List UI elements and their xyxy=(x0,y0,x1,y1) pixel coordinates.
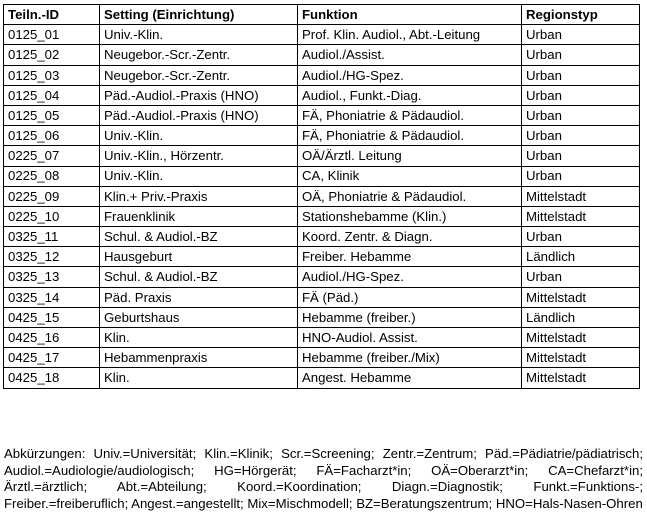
setting-cell: Univ.-Klin. xyxy=(100,166,298,186)
setting-cell: Neugebor.-Scr.-Zentr. xyxy=(100,65,298,85)
header-region-type: Regionstyp xyxy=(522,5,640,25)
participant-id-cell: 0325_11 xyxy=(4,227,100,247)
table-row xyxy=(4,227,640,247)
function-cell: HNO-Audiol. Assist. xyxy=(298,328,522,348)
function-cell: FÄ, Phoniatrie & Pädaudiol. xyxy=(298,126,522,146)
participant-id-cell: 0125_03 xyxy=(4,65,100,85)
participant-id-cell: 0125_06 xyxy=(4,126,100,146)
table-row xyxy=(4,126,640,146)
setting-cell: Geburtshaus xyxy=(100,307,298,327)
table-body xyxy=(4,25,640,388)
region-type-cell: Mittelstadt xyxy=(522,186,640,206)
setting-cell: Univ.-Klin. xyxy=(100,126,298,146)
table-row xyxy=(4,65,640,85)
function-cell: Angest. Hebamme xyxy=(298,368,522,388)
participant-id-cell: 0125_02 xyxy=(4,45,100,65)
region-type-cell: Urban xyxy=(522,166,640,186)
function-cell: OÄ/Ärztl. Leitung xyxy=(298,146,522,166)
participant-id-cell: 0425_16 xyxy=(4,328,100,348)
header-participant-id: Teiln.-ID xyxy=(4,5,100,25)
function-cell: Prof. Klin. Audiol., Abt.-Leitung xyxy=(298,25,522,45)
setting-cell: Hausgeburt xyxy=(100,247,298,267)
function-cell: Hebamme (freiber.) xyxy=(298,307,522,327)
region-type-cell: Mittelstadt xyxy=(522,328,640,348)
participant-id-cell: 0125_04 xyxy=(4,85,100,105)
function-cell: Koord. Zentr. & Diagn. xyxy=(298,227,522,247)
setting-cell: Hebammenpraxis xyxy=(100,348,298,368)
header-function: Funktion xyxy=(298,5,522,25)
participant-id-cell: 0325_14 xyxy=(4,287,100,307)
setting-cell: Frauenklinik xyxy=(100,206,298,226)
setting-cell: Schul. & Audiol.-BZ xyxy=(100,227,298,247)
setting-cell: Schul. & Audiol.-BZ xyxy=(100,267,298,287)
region-type-cell: Mittelstadt xyxy=(522,206,640,226)
setting-cell: Päd. Praxis xyxy=(100,287,298,307)
setting-cell: Klin. xyxy=(100,368,298,388)
region-type-cell: Urban xyxy=(522,227,640,247)
function-cell: FÄ (Päd.) xyxy=(298,287,522,307)
table-row xyxy=(4,25,640,45)
region-type-cell: Urban xyxy=(522,25,640,45)
setting-cell: Klin. xyxy=(100,328,298,348)
table-row xyxy=(4,186,640,206)
header-setting: Setting (Einrichtung) xyxy=(100,5,298,25)
function-cell: Audiol./HG-Spez. xyxy=(298,65,522,85)
region-type-cell: Urban xyxy=(522,126,640,146)
setting-cell: Univ.-Klin. xyxy=(100,25,298,45)
participant-id-cell: 0125_05 xyxy=(4,105,100,125)
table-row xyxy=(4,307,640,327)
region-type-cell: Ländlich xyxy=(522,307,640,327)
table-row xyxy=(4,368,640,388)
table-row xyxy=(4,287,640,307)
participant-id-cell: 0425_18 xyxy=(4,368,100,388)
function-cell: Audiol., Funkt.-Diag. xyxy=(298,85,522,105)
participant-id-cell: 0225_08 xyxy=(4,166,100,186)
participant-id-cell: 0425_15 xyxy=(4,307,100,327)
region-type-cell: Urban xyxy=(522,146,640,166)
region-type-cell: Ländlich xyxy=(522,247,640,267)
participant-id-cell: 0225_09 xyxy=(4,186,100,206)
function-cell: OÄ, Phoniatrie & Pädaudiol. xyxy=(298,186,522,206)
table-row xyxy=(4,85,640,105)
table-row xyxy=(4,146,640,166)
participant-id-cell: 0225_10 xyxy=(4,206,100,226)
table-row xyxy=(4,45,640,65)
function-cell: Audiol./HG-Spez. xyxy=(298,267,522,287)
function-cell: Hebamme (freiber./Mix) xyxy=(298,348,522,368)
table-row xyxy=(4,247,640,267)
setting-cell: Päd.-Audiol.-Praxis (HNO) xyxy=(100,105,298,125)
region-type-cell: Urban xyxy=(522,45,640,65)
table-row xyxy=(4,328,640,348)
table-row xyxy=(4,105,640,125)
function-cell: Stationshebamme (Klin.) xyxy=(298,206,522,226)
participant-table xyxy=(3,4,640,389)
region-type-cell: Urban xyxy=(522,105,640,125)
abbreviations-footnote: Abkürzungen: Univ.=Universität; Klin.=Klinik; Scr.=Screening; Zentr.=Zentrum; Päd.=Pädiatrie/pädiatrisch; Audiol.=Audiologie/audiologisch; HG=Hörgerät; FÄ=Facharzt*in; OÄ=Oberarzt*in; CA=Chefarzt*in; Ärztl.=ärztlich; Abt.=Abteilung; Koord.=Koordination; Diagn.=Diagnostik; Funkt.=Funktions-; Freiber.=freiberuflich; Angest.=angestellt; Mix=Mischmodell; BZ=Beratungszentrum; HNO=Hals-Nasen-Ohren xyxy=(4,446,643,511)
region-type-cell: Mittelstadt xyxy=(522,287,640,307)
table-header-row xyxy=(4,5,640,25)
function-cell: Audiol./Assist. xyxy=(298,45,522,65)
region-type-cell: Urban xyxy=(522,65,640,85)
setting-cell: Päd.-Audiol.-Praxis (HNO) xyxy=(100,85,298,105)
setting-cell: Klin.+ Priv.-Praxis xyxy=(100,186,298,206)
table-row xyxy=(4,348,640,368)
participant-id-cell: 0225_07 xyxy=(4,146,100,166)
setting-cell: Univ.-Klin., Hörzentr. xyxy=(100,146,298,166)
participant-id-cell: 0125_01 xyxy=(4,25,100,45)
table-row xyxy=(4,206,640,226)
table-row xyxy=(4,166,640,186)
table-row xyxy=(4,267,640,287)
region-type-cell: Mittelstadt xyxy=(522,348,640,368)
region-type-cell: Urban xyxy=(522,267,640,287)
setting-cell: Neugebor.-Scr.-Zentr. xyxy=(100,45,298,65)
participant-id-cell: 0425_17 xyxy=(4,348,100,368)
function-cell: Freiber. Hebamme xyxy=(298,247,522,267)
region-type-cell: Mittelstadt xyxy=(522,368,640,388)
participant-id-cell: 0325_13 xyxy=(4,267,100,287)
function-cell: CA, Klinik xyxy=(298,166,522,186)
function-cell: FÄ, Phoniatrie & Pädaudiol. xyxy=(298,105,522,125)
region-type-cell: Urban xyxy=(522,85,640,105)
participant-id-cell: 0325_12 xyxy=(4,247,100,267)
